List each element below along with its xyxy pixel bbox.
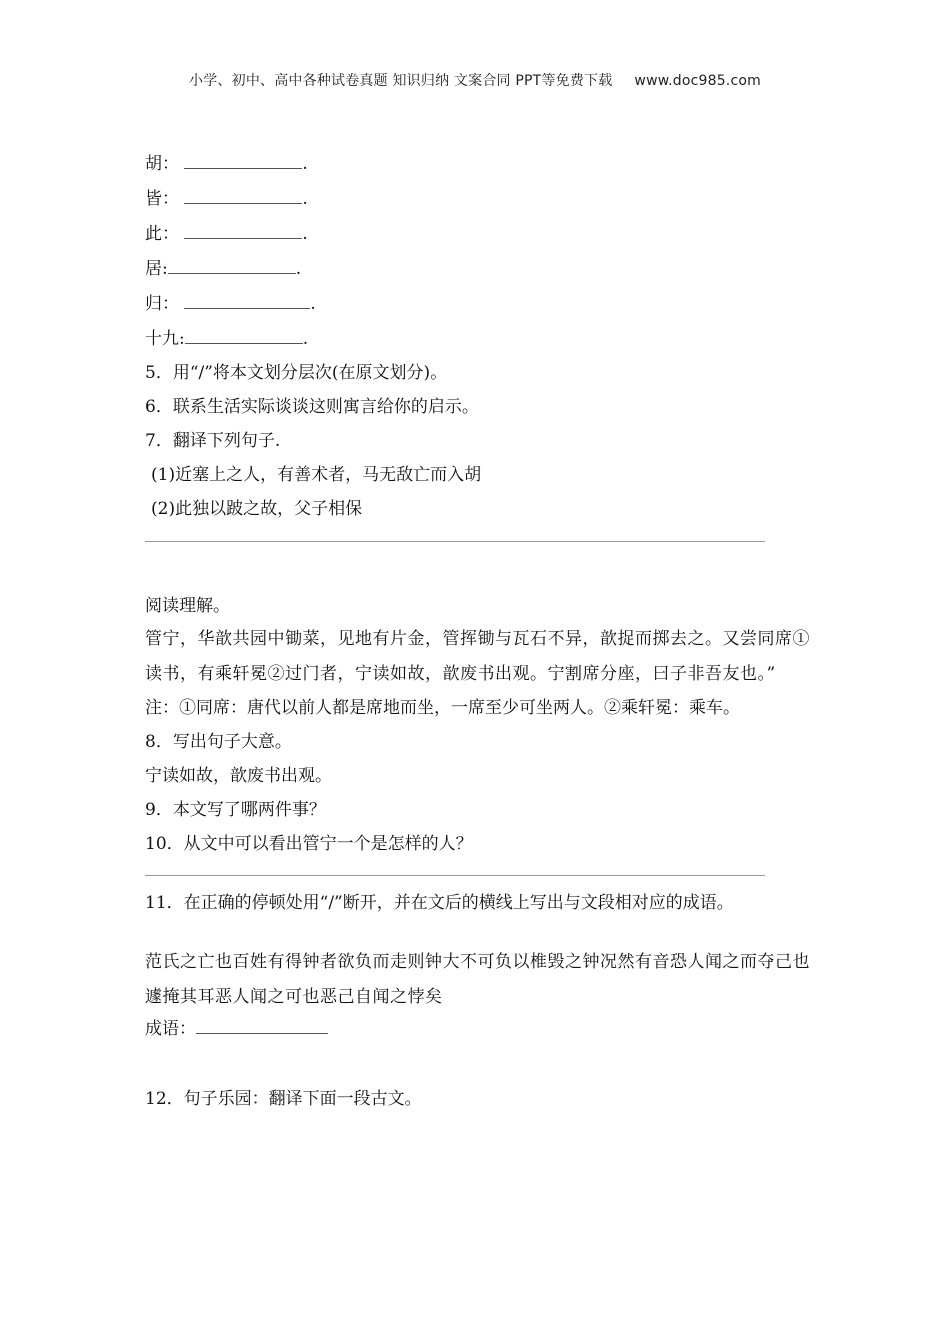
header-text: 小学、初中、高中各种试卷真题 知识归纳 文案合同 PPT等免费下载 xyxy=(189,73,613,89)
header-site[interactable]: www.doc985.com xyxy=(634,73,761,89)
question-12: 12．句子乐园：翻译下面一段古文。 xyxy=(145,1089,422,1109)
answer-blank[interactable] xyxy=(185,327,303,344)
question-10: 10．从文中可以看出管宁一个是怎样的人？ xyxy=(145,834,473,854)
answer-blank[interactable] xyxy=(184,152,302,169)
page-header xyxy=(0,70,950,90)
question-8: 8．写出句子大意。 xyxy=(145,732,292,752)
word-label: 十九: xyxy=(145,329,185,349)
idiom-blank[interactable] xyxy=(196,1017,328,1034)
question-7-1: (1)近塞上之人，有善术者，马无敌亡而入胡 xyxy=(151,465,482,485)
answer-blank[interactable] xyxy=(184,222,302,239)
word-label: 胡： xyxy=(145,154,179,174)
question-11-passage: 范氏之亡也百姓有得钟者欲负而走则钟大不可负以椎毁之钟况然有音恐人闻之而夺己也遽掩其耳恶人闻之可也恶己自闻之悖矣 xyxy=(145,952,810,1007)
reading-passage: 管宁，华歆共园中锄菜，见地有片金，管挥锄与瓦石不异，歆捉而掷去之。又尝同席①读书，有乘轩冕②过门者，宁读如故，歆废书出观。宁割席分座，曰子非吾友也。” xyxy=(145,629,810,684)
question-6: 6．联系生活实际谈谈这则寓言给你的启示。 xyxy=(145,397,479,417)
reading-title: 阅读理解。 xyxy=(145,596,230,616)
question-7: 7．翻译下列句子. xyxy=(145,431,281,451)
answer-blank[interactable] xyxy=(184,292,310,309)
question-7-2: (2)此独以跛之故，父子相保 xyxy=(151,499,363,519)
word-label: 居: xyxy=(145,259,168,279)
word-item: 十九: . xyxy=(145,329,309,349)
question-9: 9．本文写了哪两件事？ xyxy=(145,800,326,820)
question-11: 11．在正确的停顿处用“/”断开，并在文后的横线上写出与文段相对应的成语。 xyxy=(145,893,734,913)
word-item: 胡： . xyxy=(145,154,308,174)
question-5: 5．用“/”将本文划分层次(在原文划分)。 xyxy=(145,363,448,383)
word-item: 此： . xyxy=(145,224,308,244)
document-body xyxy=(145,152,845,1111)
section-divider xyxy=(145,875,765,876)
word-item: 皆： . xyxy=(145,189,308,209)
question-8-sentence: 宁读如故，歆废书出观。 xyxy=(145,766,332,786)
reading-note: 注：①同席：唐代以前人都是席地而坐，一席至少可坐两人。②乘轩冕：乘车。 xyxy=(145,698,740,718)
idiom-answer xyxy=(145,1017,845,1041)
section-divider xyxy=(145,541,765,542)
idiom-label: 成语： xyxy=(145,1019,196,1039)
answer-blank[interactable] xyxy=(184,187,302,204)
word-label: 归： xyxy=(145,294,179,314)
word-label: 皆： xyxy=(145,189,179,209)
word-item: 归： . xyxy=(145,294,316,314)
word-label: 此： xyxy=(145,224,179,244)
word-item: 居: . xyxy=(145,259,302,279)
answer-blank[interactable] xyxy=(168,257,296,274)
